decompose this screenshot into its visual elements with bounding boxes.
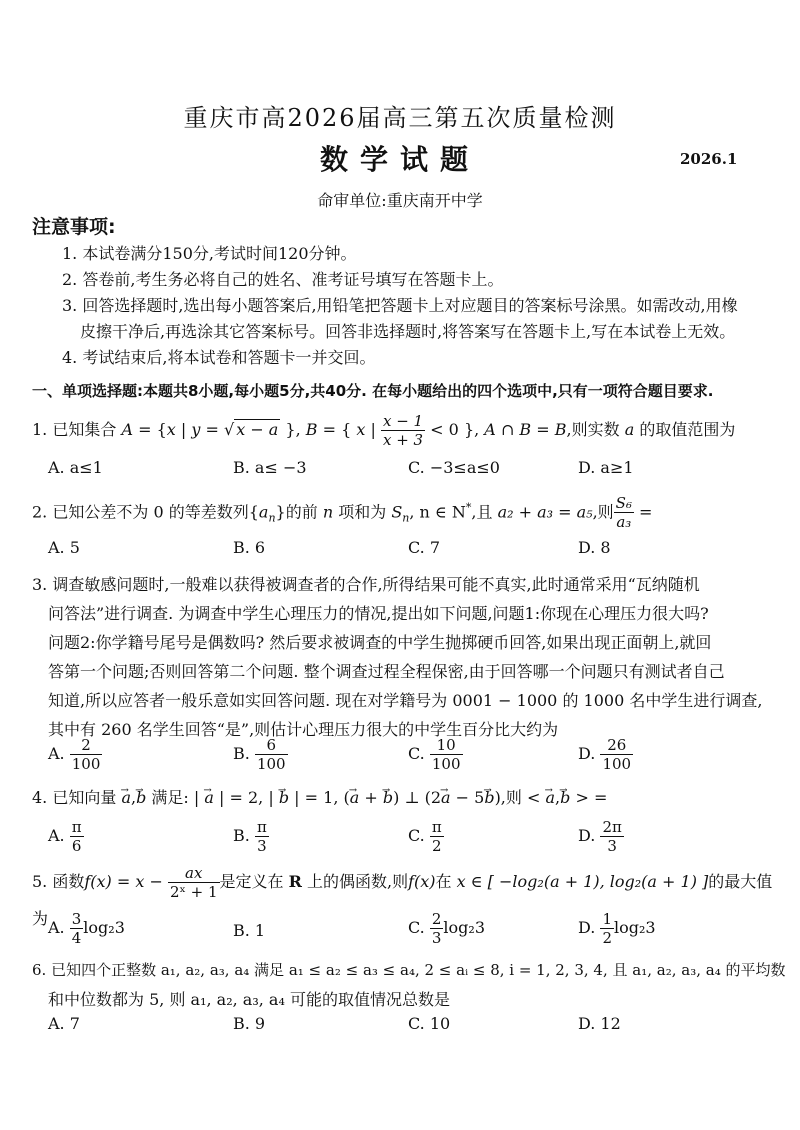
q1-option-c[interactable]: C. −3≤a≤0: [408, 458, 500, 477]
q4-text: | = 2, |: [213, 788, 279, 807]
q3-option-a-label: A.: [48, 744, 65, 763]
q2-var: n: [322, 502, 334, 522]
q4-vector-a: → a: [121, 788, 131, 807]
q1-text: ,则实数: [566, 420, 625, 439]
q3-option-c-fraction: [430, 736, 463, 773]
q5-text: 在: [435, 872, 457, 891]
q1-text: |: [365, 420, 381, 439]
q5-option-a[interactable]: [48, 910, 125, 947]
q5-option-c-den: 3: [431, 929, 442, 947]
q2-option-a[interactable]: A. 5: [48, 538, 80, 557]
q1-var: x: [356, 420, 366, 439]
q5-option-d[interactable]: [578, 910, 656, 947]
q1-var: y: [191, 420, 201, 439]
q5-option-c-log: log₂3: [443, 918, 485, 937]
q1-text: < 0 },: [425, 420, 485, 439]
q5-fraction: [168, 864, 220, 901]
q1-option-b[interactable]: B. a≤ −3: [233, 458, 307, 477]
q4-vector-b: → b: [383, 788, 393, 807]
q4-option-d-fraction: [600, 818, 623, 855]
q2-text: =: [633, 502, 653, 522]
q4-text: | = 1, (: [289, 788, 350, 807]
q2-sub: n: [402, 511, 410, 525]
authoring-unit: 命审单位:重庆南开中学: [317, 191, 483, 210]
q2-var: S: [391, 502, 403, 522]
question-6-stem: [32, 956, 786, 1014]
q5-option-c-fraction: [430, 910, 444, 947]
q4-vector-a: → a: [441, 788, 451, 807]
q1-fraction-num: x − 1: [382, 412, 424, 430]
q2-fraction: [614, 494, 634, 531]
q1-fraction-den: x + 3: [382, 431, 424, 449]
notice-item-3-line-2: 皮擦干净后,再选涂其它答案标号。回答非选择题时,将答案写在答题卡上,写在本试卷上无效。: [80, 322, 736, 341]
q4-option-d-den: 3: [607, 837, 617, 855]
q5-option-a-den: 4: [71, 929, 82, 947]
q3-option-c-den: 100: [431, 755, 461, 773]
q4-text: 满足: |: [146, 788, 205, 807]
q2-text: }的前: [275, 502, 323, 522]
q4-text: ,: [131, 788, 137, 807]
notice-title: 注意事项:: [32, 216, 116, 238]
q1-var: a: [624, 420, 635, 439]
q5-text: 5. 函数: [32, 872, 85, 891]
q4-text: > =: [570, 788, 608, 807]
q5-fraction-num: ax: [168, 864, 220, 883]
q2-fraction-den: a₃: [616, 513, 632, 532]
q4-option-c-label: C.: [408, 826, 425, 845]
q2-option-d[interactable]: D. 8: [578, 538, 611, 557]
q2-option-b[interactable]: B. 6: [233, 538, 266, 557]
q5-option-d-den: 2: [602, 929, 612, 947]
q1-text: = {: [133, 420, 167, 439]
q5-option-c-label: C.: [408, 918, 425, 937]
q3-line-5: 知道,所以应答者一般乐意如实回答问题. 现在对学籍号为 0001 − 1000 的 1000 名中学生进行调查,: [48, 691, 763, 710]
notice-item-2: 2. 答卷前,考生务必将自己的姓名、准考证号填写在答题卡上。: [62, 270, 504, 289]
q4-text: 4. 已知向量: [32, 788, 122, 807]
q4-vector-b: → b: [136, 788, 146, 807]
q5-text: 上的偶函数,则: [301, 872, 409, 891]
q3-option-b[interactable]: [233, 736, 288, 773]
q4-vector-b: → b: [560, 788, 570, 807]
q6-option-a[interactable]: A. 7: [48, 1014, 80, 1033]
q5-option-d-log: log₂3: [613, 918, 656, 937]
q5-function: f(x) = x −: [84, 872, 168, 891]
q4-option-a-den: 6: [71, 837, 82, 855]
q4-option-a-fraction: [70, 818, 84, 855]
q6-option-b[interactable]: B. 9: [233, 1014, 266, 1033]
q3-option-c[interactable]: [408, 736, 463, 773]
notice-item-3-line-1: 3. 回答选择题时,选出每小题答案后,用铅笔把答题卡上对应题目的答案标号涂黑。如需改动,用橡: [62, 296, 738, 315]
question-3-options: [48, 736, 768, 780]
q1-var: x: [166, 420, 176, 439]
q4-vector-a: → a: [350, 788, 360, 807]
q1-radicand: x − a: [236, 420, 279, 439]
q5-text: 的最大值为: [32, 872, 773, 928]
q1-fraction: [381, 412, 425, 449]
q5-function: f(x): [408, 872, 436, 891]
q3-option-b-den: 100: [256, 755, 286, 773]
notice-item-3: [62, 293, 777, 345]
subject-title: 数学试题: [319, 143, 480, 176]
q4-text: ),则 <: [494, 788, 546, 807]
q3-line-4: 答第一个问题;否则回答第二个问题. 整个调查过程全程保密,由于回答哪一个问题只有测试者自己: [48, 662, 725, 681]
question-4-stem: [32, 784, 777, 812]
q1-text: 1. 已知集合: [32, 420, 122, 439]
question-1-options: [48, 458, 768, 492]
q5-option-a-label: A.: [48, 918, 65, 937]
q1-text: |: [175, 420, 192, 439]
q4-option-b-num: π: [256, 818, 267, 836]
q6-line-1: 6. 已知四个正整数 a₁, a₂, a₃, a₄ 满足 a₁ ≤ a₂ ≤ a₃ ≤ a₄, 2 ≤ aᵢ ≤ 8, i = 1, 2, 3, 4, 且 a₁, a₂, a₃, a₄ 的平均数: [32, 961, 786, 979]
q2-text: 2. 已知公差不为 0 的等差数列{: [32, 502, 259, 522]
q2-var: a: [258, 502, 269, 522]
q1-set-a: A: [121, 420, 134, 439]
q4-text: ) ⊥ (2: [393, 788, 441, 807]
q4-vector-b: → b: [484, 788, 494, 807]
q4-option-c-fraction: [430, 818, 444, 855]
q3-option-a[interactable]: [48, 736, 102, 773]
q5-option-c-num: 2: [431, 910, 442, 928]
question-4-options: [48, 818, 768, 862]
q3-option-a-den: 100: [71, 755, 101, 773]
q5-option-a-log: log₂3: [83, 918, 125, 937]
section-header: 一、单项选择题:本题共8小题,每小题5分,共40分. 在每小题给出的四个选项中,只有一项符合题目要求.: [32, 382, 714, 400]
q5-text: 是定义在: [219, 872, 289, 891]
question-1-stem: 1. 已知集合 A = {x | y = √ x − a }, B = { x | $\frac{x - 1}{x + 3}$ < 0 }, A ∩ B = B,则实数 a 的取值范围为: [32, 412, 736, 449]
q4-vector-a: → a: [204, 788, 214, 807]
q1-text: =: [200, 420, 224, 439]
q3-option-d-label: D.: [578, 744, 596, 763]
q4-option-c-num: π: [431, 818, 442, 836]
q5-option-a-fraction: [70, 910, 84, 947]
q2-sup: *: [465, 501, 472, 514]
q3-option-d-num: 26: [600, 736, 633, 755]
q4-option-b-label: B.: [233, 826, 250, 845]
q3-line-3: 问题2:你学籍号尾号是偶数吗? 然后要求被调查的中学生抛掷硬币回答,如果出现正面朝上,就回: [48, 633, 712, 652]
q2-text: , n ∈ N: [409, 502, 466, 522]
q2-text: ,且: [471, 502, 498, 522]
q3-option-d-fraction: [600, 736, 633, 773]
q3-option-d[interactable]: [578, 736, 633, 773]
q4-option-a-num: π: [71, 818, 82, 836]
q3-option-d-den: 100: [602, 755, 632, 773]
q3-option-b-label: B.: [233, 744, 250, 763]
q4-option-a[interactable]: [48, 818, 84, 855]
q3-line-2: 问答法”进行调查. 为调查中学生心理压力的情况,提出如下问题,问题1:你现在心理压力很大吗?: [48, 604, 709, 623]
q5-option-b[interactable]: B. 1: [233, 921, 266, 940]
q2-text: ,则: [592, 502, 614, 522]
q6-line-2: 和中位数都为 5, 则 a₁, a₂, a₃, a₄ 可能的取值情况总数是: [48, 990, 450, 1009]
q5-option-c[interactable]: [408, 910, 485, 947]
q1-option-d[interactable]: D. a≥1: [578, 458, 634, 477]
q5-option-d-fraction: [600, 910, 614, 947]
q4-option-d-label: D.: [578, 826, 596, 845]
q3-option-b-num: 6: [255, 736, 288, 755]
question-3-stem: [32, 570, 777, 744]
question-2-stem: [32, 494, 777, 533]
q1-condition: A ∩ B = B: [484, 420, 567, 439]
q1-text: 的取值范围为: [634, 420, 736, 439]
q3-line-6: 其中有 260 名学生回答“是”,则估计心理压力很大的中学生百分比大约为: [48, 720, 559, 739]
q4-option-b-fraction: [255, 818, 269, 855]
q4-text: +: [359, 788, 383, 807]
q3-line-1: 3. 调查敏感问题时,一般难以获得被调查者的合作,所得结果可能不真实,此时通常采用“瓦纳随机: [32, 575, 700, 594]
q1-set-b: B: [305, 420, 318, 439]
question-6-options: [48, 1014, 768, 1048]
q4-text: − 5: [450, 788, 485, 807]
q4-option-a-label: A.: [48, 826, 65, 845]
q5-option-d-label: D.: [578, 918, 596, 937]
q4-option-d[interactable]: [578, 818, 624, 855]
q4-vector-a: → a: [545, 788, 555, 807]
q4-option-c[interactable]: [408, 818, 444, 855]
q6-option-d[interactable]: D. 12: [578, 1014, 621, 1033]
q4-option-d-num: 2π: [602, 818, 622, 836]
q4-option-b[interactable]: [233, 818, 269, 855]
q1-text: = {: [317, 420, 357, 439]
notice-item-1: 1. 本试卷满分150分,考试时间120分钟。: [62, 244, 357, 263]
q3-option-c-num: 10: [430, 736, 463, 755]
q3-option-a-num: 2: [70, 736, 103, 755]
exam-title: 重庆市高2026届高三第五次质量检测: [183, 104, 617, 132]
q3-option-a-fraction: [70, 736, 103, 773]
question-5-options: [48, 910, 768, 954]
q2-text: 项和为: [333, 502, 392, 522]
q5-option-a-num: 3: [71, 910, 82, 928]
q2-fraction-num: S₆: [615, 494, 632, 513]
q6-option-c[interactable]: C. 10: [408, 1014, 451, 1033]
q2-option-c[interactable]: C. 7: [408, 538, 441, 557]
q1-option-a[interactable]: A. a≤1: [48, 458, 103, 477]
q3-option-b-fraction: [255, 736, 288, 773]
notice-item-4: 4. 考试结束后,将本试卷和答题卡一并交回。: [62, 348, 376, 367]
q4-text: ,: [555, 788, 561, 807]
q2-sub: n: [268, 511, 276, 525]
exam-date: 2026.1: [680, 150, 738, 168]
q1-text: },: [280, 420, 306, 439]
q4-option-c-den: 2: [432, 837, 442, 855]
q5-option-d-num: 1: [602, 910, 612, 928]
q4-vector-b: → b: [279, 788, 289, 807]
q3-option-c-label: C.: [408, 744, 425, 763]
q2-condition: a₂ + a₃ = a₅: [497, 502, 593, 522]
q4-option-b-den: 3: [257, 837, 267, 855]
q5-real-set: R: [288, 872, 302, 891]
q5-interval: x ∈ [ −log₂(a + 1), log₂(a + 1) ]: [456, 872, 709, 891]
question-2-options: [48, 538, 768, 572]
q5-fraction-den: 2ˣ + 1: [169, 883, 218, 901]
